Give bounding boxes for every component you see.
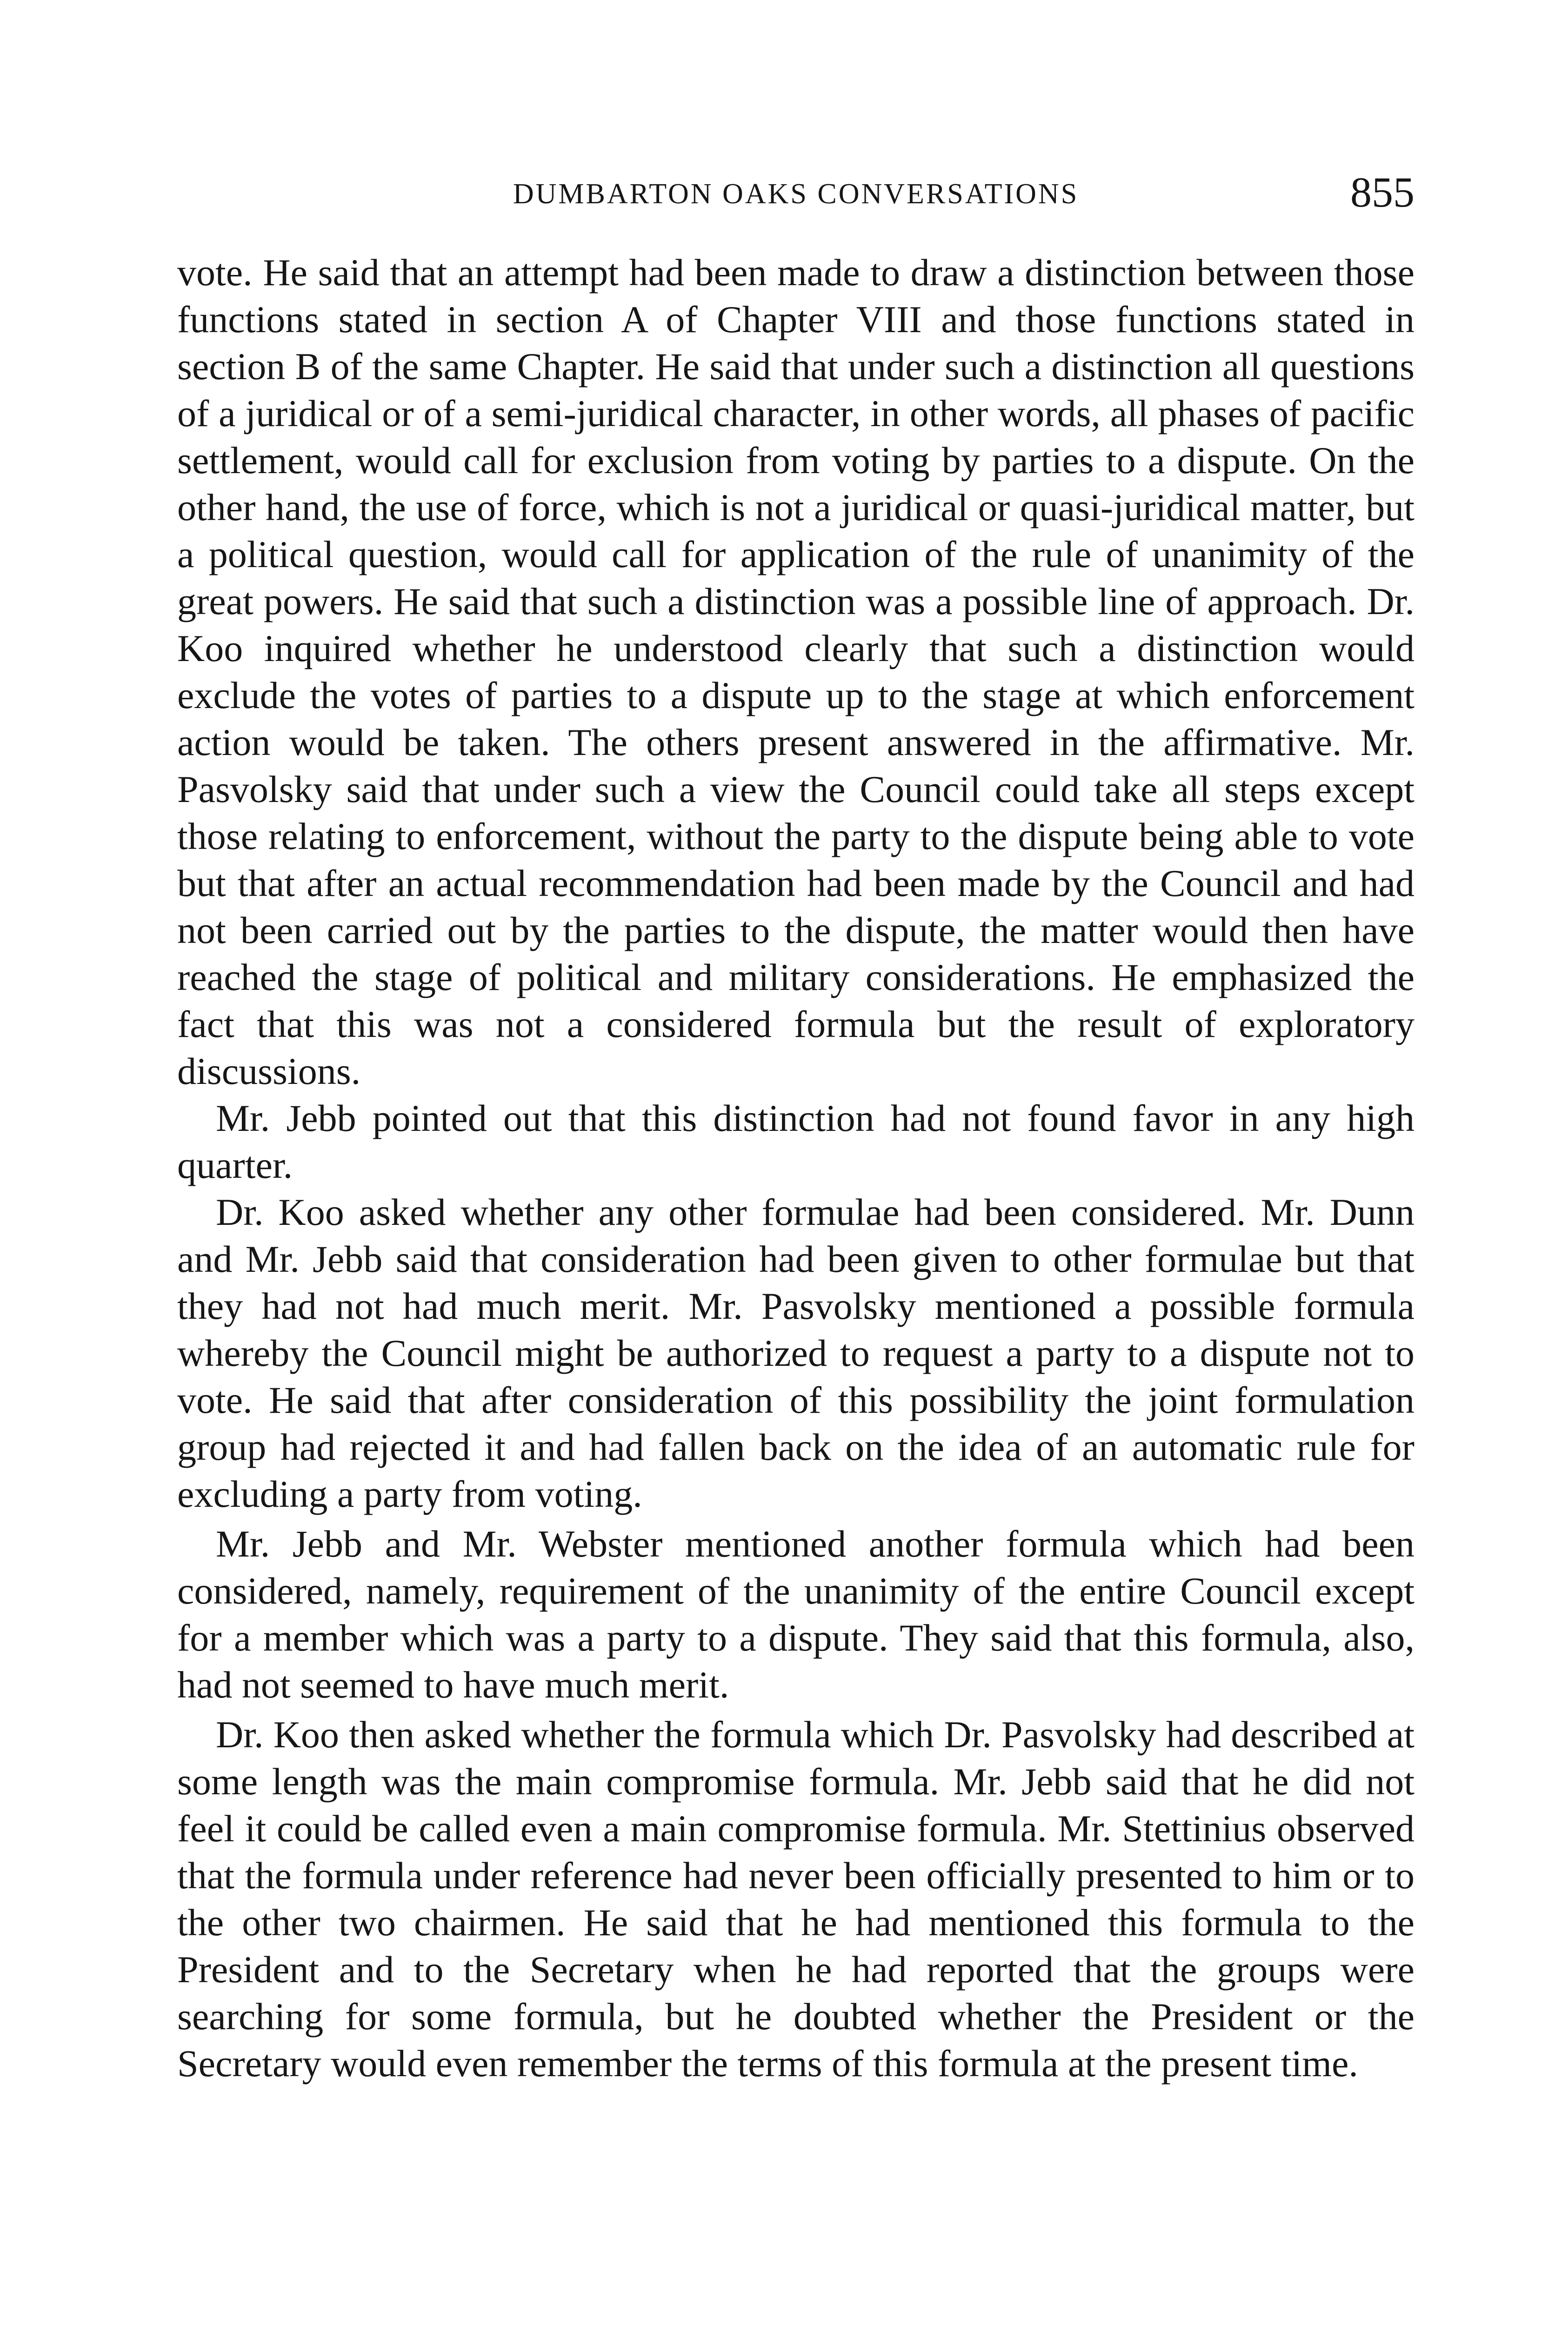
body-text [177, 249, 1415, 2087]
paragraph-1: vote. He said that an attempt had been made to draw a distinction between those functions stated in section A of Chapter VIII and those functions stated in section B of the same Chapter. He said that under such a distinction all questions of a juridical or of a semi-juridical character, in other words, all phases of pacific settlement, would call for exclusion from voting by parties to a dispute. On the other hand, the use of force, which is not a juridical or quasi-juridical matter, but a political question, would call for application of the rule of unanimity of the great powers. He said that such a distinction was a possible line of approach. Dr. Koo inquired whether he understood clearly that such a distinction would exclude the votes of parties to a dispute up to the stage at which enforcement action would be taken. The others present answered in the affirmative. Mr. Pasvolsky said that under such a view the Council could take all steps except those relating to enforcement, without the party to the dispute being able to vote but that after an actual recommendation had been made by the Council and had not been carried out by the parties to the dispute, the matter would then have reached the stage of political and military considerations. He emphasized the fact that this was not a considered formula but the result of exploratory discussions. [177, 251, 1415, 1092]
paragraph-4: Mr. Jebb and Mr. Webster mentioned another formula which had been considered, namely, requirement of the unanimity of the entire Council except for a member which was a party to a dispute. They said that this formula, also, had not seemed to have much merit. [177, 1523, 1415, 1706]
paragraph-2: Mr. Jebb pointed out that this distinction had not found favor in any high quarter. [177, 1097, 1415, 1186]
paragraph-3: Dr. Koo asked whether any other formulae had been considered. Mr. Dunn and Mr. Jebb said that consideration had been given to other formulae but that they had not had much merit. Mr. Pasvolsky mentioned a possible formula whereby the Council might be authorized to request a party to a dispute not to vote. He said that after consideration of this possibility the joint formulation group had rejected it and had fallen back on the idea of an automatic rule for excluding a party from voting. [177, 1191, 1415, 1515]
page-number: 855 [1350, 168, 1415, 216]
running-title: DUMBARTON OAKS CONVERSATIONS [513, 178, 1079, 210]
running-head [177, 168, 1415, 220]
paragraph-5: Dr. Koo then asked whether the formula which Dr. Pasvolsky had described at some length was the main compromise formula. Mr. Jebb said that he did not feel it could be called even a main compromise formula. Mr. Stettinius observed that the formula under reference had never been officially presented to him or to the other two chairmen. He said that he had mentioned this formula to the President and to the Secretary when he had reported that the groups were searching for some formula, but he doubted whether the President or the Secretary would even remember the terms of this formula at the present time. [177, 1713, 1415, 2085]
